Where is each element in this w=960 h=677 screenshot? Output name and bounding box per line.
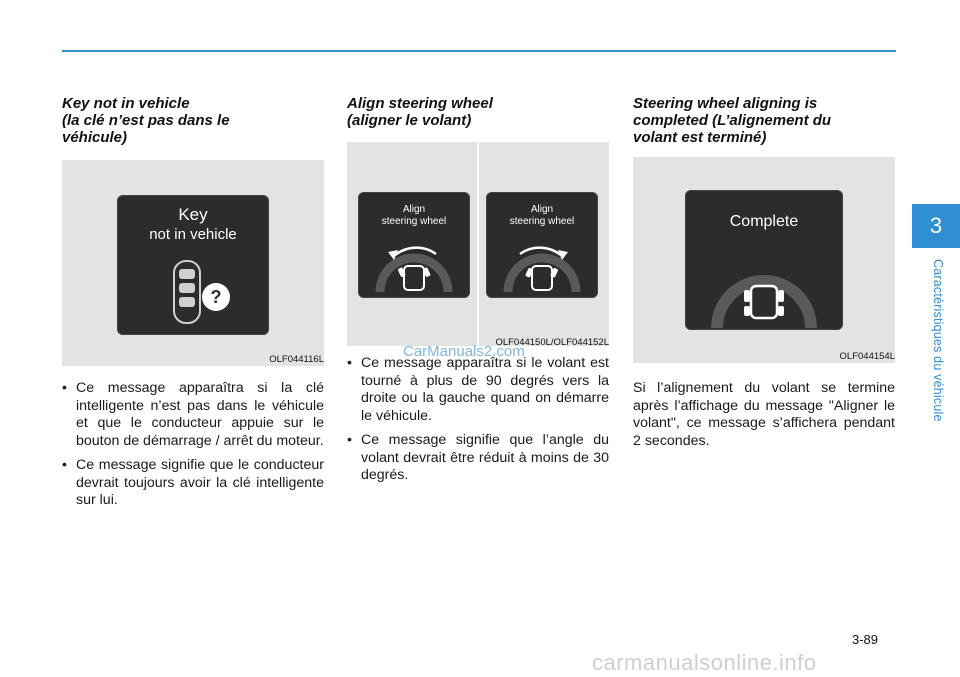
- figure-divider: [477, 142, 479, 346]
- figure-key-not-in-vehicle: [62, 160, 324, 366]
- heading-line: volant est terminé): [633, 129, 767, 146]
- steering-left-icon: [374, 232, 454, 294]
- steering-complete-icon: [709, 246, 819, 328]
- bullet-list-col1: [62, 380, 324, 517]
- heading-line: completed (L’alignement du: [633, 112, 832, 129]
- watermark-overlay: CarManuals2.com: [403, 343, 525, 360]
- figure-align-steering-wheel: [347, 142, 609, 346]
- figure-complete: [633, 157, 895, 363]
- svg-text:?: ?: [210, 287, 222, 307]
- page-number: 3-89: [852, 632, 879, 647]
- paragraph-complete: Si l’alignement du volant se termine après l’affichage du message "Aligner le volant", ce message s’affichera pendant 2 secondes.: [633, 380, 895, 449]
- watermark-footer: carmanualsonline.info: [592, 650, 817, 675]
- list-item: • Ce message signifie que le conducteur devrait toujours avoir la clé intelligente sur lui.: [62, 457, 324, 510]
- chapter-title-text: Caractéristiques du véhicule: [931, 259, 945, 422]
- list-item: • Ce message signifie que l’angle du volant devrait être réduit à moins de 30 degrés.: [347, 432, 609, 485]
- list-item: • Ce message apparaîtra si le volant est tourné à plus de 90 degrés vers la droite ou la gauche quand on démarre le véhicule.: [347, 355, 609, 425]
- cluster-screen-left: [358, 192, 470, 298]
- screen-text-align: Align: [402, 204, 426, 215]
- figure-caption: OLF044154L: [839, 351, 895, 362]
- figure-caption: OLF044150L/OLF044152L: [495, 337, 609, 348]
- cluster-screen: [685, 190, 843, 330]
- screen-text-align: Align: [530, 204, 554, 215]
- heading-line: (la clé n’est pas dans le: [62, 112, 230, 129]
- heading-line: (aligner le volant): [347, 112, 472, 129]
- heading-line: véhicule): [62, 129, 128, 146]
- bullet-list-col2: [347, 355, 609, 492]
- heading-line: Align steering wheel: [347, 95, 493, 112]
- cluster-screen-right: [486, 192, 598, 298]
- smart-key-icon: [172, 257, 244, 327]
- screen-text-not-in-vehicle: not in vehicle: [149, 226, 237, 243]
- heading-key-not-in-vehicle: [62, 95, 324, 146]
- heading-align-steering-wheel: [347, 95, 609, 129]
- cluster-screen: [117, 195, 269, 335]
- figure-caption: OLF044116L: [269, 354, 324, 365]
- screen-text-key: Key: [178, 205, 208, 224]
- top-rule: [62, 50, 896, 52]
- steering-right-icon: [502, 232, 582, 294]
- list-item: • Ce message apparaîtra si la clé intelligente n’est pas dans le véhicule et que le conducteur appuie sur le bouton de démarrage / arrêt du moteur.: [62, 380, 324, 450]
- screen-text-steering-wheel: steering wheel: [509, 216, 575, 227]
- chapter-title: [930, 259, 946, 442]
- chapter-tab: 3: [912, 204, 960, 248]
- heading-steering-wheel-aligned: [633, 95, 895, 146]
- heading-line: Steering wheel aligning is: [633, 95, 818, 112]
- screen-text-complete: Complete: [729, 213, 799, 230]
- heading-line: Key not in vehicle: [62, 95, 190, 112]
- screen-text-steering-wheel: steering wheel: [381, 216, 447, 227]
